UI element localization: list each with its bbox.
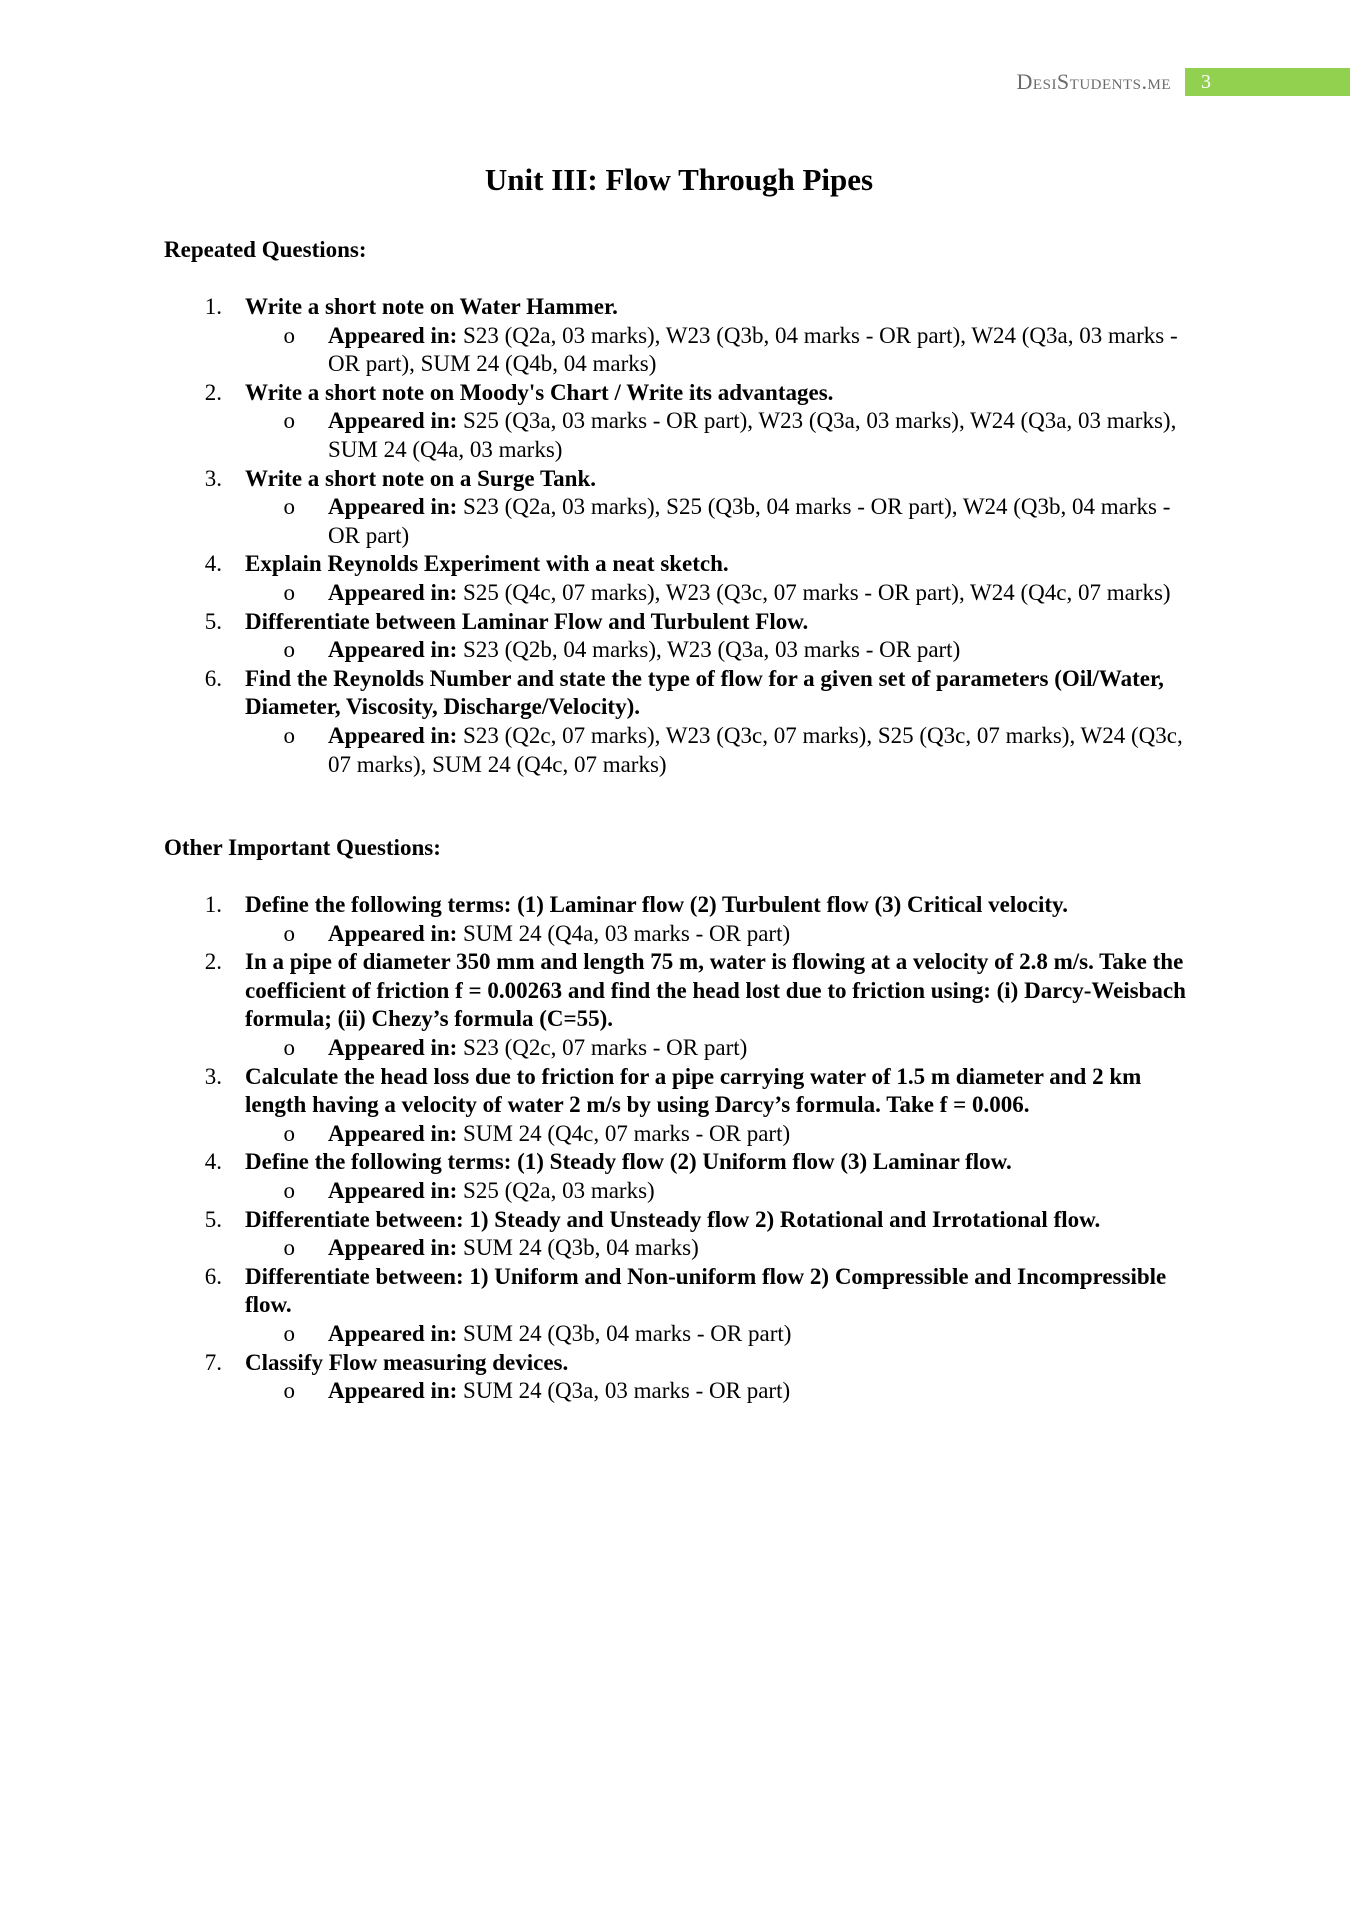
- question-text: Classify Flow measuring devices.: [245, 1349, 569, 1375]
- appearance-details: SUM 24 (Q4a, 03 marks - OR part): [463, 920, 791, 946]
- question-item: [164, 665, 1194, 722]
- appeared-label: Appeared in:: [328, 722, 458, 748]
- appearance-item: [164, 920, 1194, 949]
- appearance-details: SUM 24 (Q3b, 04 marks - OR part): [463, 1320, 792, 1346]
- question-item: [164, 465, 1194, 494]
- appearance-item: [164, 1377, 1194, 1406]
- question-item: [164, 293, 1194, 322]
- question-text: Write a short note on Moody's Chart / Write its advantages.: [245, 379, 834, 405]
- appearance-item: [164, 1177, 1194, 1206]
- question-number: 3.: [204, 465, 222, 491]
- question-text: Write a short note on Water Hammer.: [245, 294, 618, 319]
- appearance-item: [164, 722, 1194, 779]
- appearance-item: [164, 1320, 1194, 1349]
- site-name: DesiStudents.me: [1016, 69, 1171, 94]
- repeated-questions-list: [164, 293, 1194, 779]
- appearance-details: SUM 24 (Q3a, 03 marks - OR part): [463, 1378, 791, 1404]
- appearance-item: [164, 493, 1194, 550]
- appeared-label: Appeared in:: [328, 408, 458, 434]
- appearance-details: SUM 24 (Q3b, 04 marks): [463, 1235, 699, 1261]
- question-item: [164, 1148, 1194, 1177]
- appearance-details: S25 (Q3a, 03 marks - OR part), W23 (Q3a, 03 marks), W24 (Q3a, 03 marks), SUM 24 (Q4a, 03 marks): [328, 408, 1177, 462]
- other-questions-list: [164, 891, 1194, 1406]
- repeated-heading: Repeated Questions:: [164, 237, 367, 262]
- question-item: [164, 891, 1194, 920]
- appeared-label: Appeared in:: [328, 637, 458, 663]
- appeared-label: Appeared in:: [328, 1177, 458, 1203]
- appearance-item: [164, 1120, 1194, 1149]
- appearance-item: [164, 322, 1194, 379]
- appeared-label: Appeared in:: [328, 494, 458, 520]
- bullet-icon: o: [283, 408, 295, 434]
- page-title: Unit III: Flow Through Pipes: [484, 162, 874, 197]
- question-item: [164, 1063, 1194, 1120]
- appearance-details: S25 (Q2a, 03 marks): [463, 1177, 655, 1203]
- appeared-label: Appeared in:: [328, 1378, 458, 1404]
- question-item: [164, 1263, 1194, 1320]
- appearance-details: S23 (Q2a, 03 marks), W23 (Q3b, 04 marks - OR part), W24 (Q3a, 03 marks - OR part), SUM 24 (Q4b, 04 marks): [328, 322, 1178, 377]
- appeared-label: Appeared in:: [328, 579, 458, 605]
- bullet-icon: o: [283, 322, 295, 348]
- appeared-label: Appeared in:: [328, 1320, 458, 1346]
- question-number: 3.: [204, 1063, 222, 1089]
- bullet-icon: o: [283, 637, 295, 663]
- appearance-item: [164, 407, 1194, 464]
- appearance-details: S23 (Q2a, 03 marks), S25 (Q3b, 04 marks - OR part), W24 (Q3b, 04 marks - OR part): [328, 494, 1171, 548]
- bullet-icon: o: [283, 1320, 295, 1346]
- appearance-item: [164, 636, 1194, 665]
- question-number: 1.: [204, 892, 222, 917]
- question-number: 4.: [204, 551, 222, 577]
- appearance-item: [164, 1234, 1194, 1263]
- question-text: Define the following terms: (1) Steady flow (2) Uniform flow (3) Laminar flow.: [245, 1149, 1012, 1175]
- question-number: 5.: [204, 1206, 222, 1232]
- bullet-icon: o: [283, 579, 295, 605]
- page-number: 3: [1185, 68, 1350, 96]
- question-number: 2.: [204, 949, 222, 975]
- page-header: [1017, 68, 1350, 96]
- question-text: In a pipe of diameter 350 mm and length 75 m, water is flowing at a velocity of 2.8 m/s. Take the coefficient of friction f = 0.00263 and find the head lost due to friction using: (i) Darcy-Weisbach formula; (ii) Chezy’s formula (C=55).: [245, 949, 1186, 1032]
- question-number: 1.: [204, 294, 222, 319]
- bullet-icon: o: [283, 1120, 295, 1146]
- appeared-label: Appeared in:: [328, 920, 458, 946]
- question-text: Calculate the head loss due to friction for a pipe carrying water of 1.5 m diameter and 2 km length having a velocity of water 2 m/s by using Darcy’s formula. Take f = 0.006.: [245, 1063, 1142, 1118]
- question-number: 7.: [204, 1349, 222, 1375]
- appearance-details: S23 (Q2b, 04 marks), W23 (Q3a, 03 marks - OR part): [463, 637, 961, 663]
- question-text: Differentiate between: 1) Steady and Unsteady flow 2) Rotational and Irrotational flow.: [245, 1206, 1101, 1232]
- bullet-icon: o: [283, 722, 295, 748]
- question-text: Write a short note on a Surge Tank.: [245, 465, 597, 491]
- appearance-details: S25 (Q4c, 07 marks), W23 (Q3c, 07 marks - OR part), W24 (Q4c, 07 marks): [463, 579, 1171, 605]
- question-number: 6.: [204, 665, 222, 691]
- appearance-details: S23 (Q2c, 07 marks - OR part): [463, 1034, 748, 1060]
- question-text: Differentiate between: 1) Uniform and Non-uniform flow 2) Compressible and Incompressible flow.: [245, 1263, 1167, 1318]
- other-heading: Other Important Questions:: [164, 835, 441, 860]
- bullet-icon: o: [283, 494, 295, 520]
- bullet-icon: o: [283, 920, 295, 946]
- question-item: [164, 948, 1194, 1034]
- appearance-details: S23 (Q2c, 07 marks), W23 (Q3c, 07 marks), S25 (Q3c, 07 marks), W24 (Q3c, 07 marks), SUM 24 (Q4c, 07 marks): [328, 722, 1183, 777]
- question-number: 2.: [204, 379, 222, 405]
- question-text: Differentiate between Laminar Flow and Turbulent Flow.: [245, 608, 809, 634]
- appearance-item: [164, 1034, 1194, 1063]
- bullet-icon: o: [283, 1235, 295, 1261]
- question-text: Find the Reynolds Number and state the type of flow for a given set of parameters (Oil/Water, Diameter, Viscosity, Discharge/Velocity).: [245, 665, 1164, 720]
- question-text: Define the following terms: (1) Laminar flow (2) Turbulent flow (3) Critical velocity.: [245, 892, 1068, 917]
- bullet-icon: o: [283, 1378, 295, 1404]
- question-text: Explain Reynolds Experiment with a neat sketch.: [245, 551, 729, 577]
- question-item: [164, 550, 1194, 579]
- question-item: [164, 1349, 1194, 1378]
- bullet-icon: o: [283, 1177, 295, 1203]
- appeared-label: Appeared in:: [328, 1034, 458, 1060]
- bullet-icon: o: [283, 1034, 295, 1060]
- question-item: [164, 379, 1194, 408]
- appearance-item: [164, 579, 1194, 608]
- question-number: 4.: [204, 1149, 222, 1175]
- appearance-details: SUM 24 (Q4c, 07 marks - OR part): [463, 1120, 791, 1146]
- question-item: [164, 1206, 1194, 1235]
- appeared-label: Appeared in:: [328, 322, 458, 348]
- question-item: [164, 608, 1194, 637]
- appeared-label: Appeared in:: [328, 1235, 458, 1261]
- question-number: 5.: [204, 608, 222, 634]
- appeared-label: Appeared in:: [328, 1120, 458, 1146]
- question-number: 6.: [204, 1263, 222, 1289]
